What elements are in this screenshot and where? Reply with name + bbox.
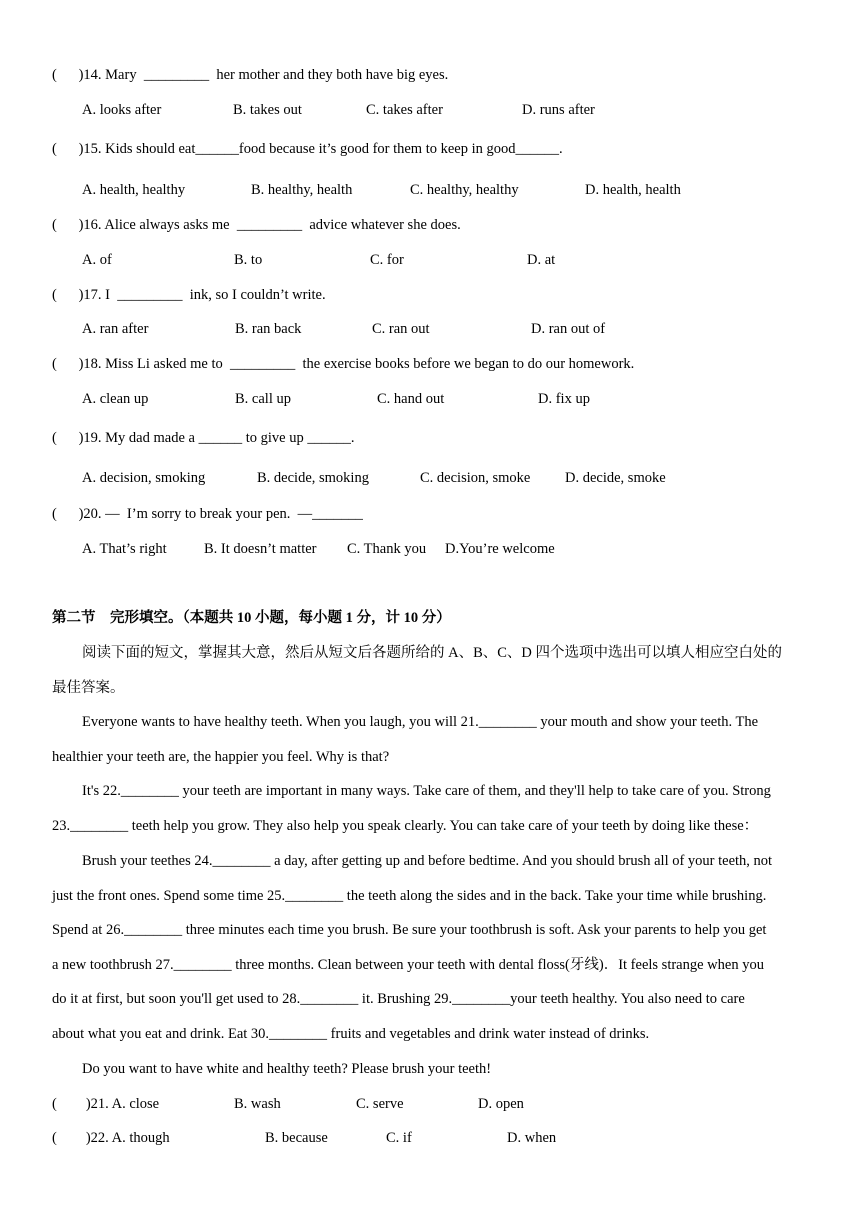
question-17-stem: ( )17. I _________ ink, so I couldn’t write. — [52, 287, 326, 303]
passage-line: Everyone wants to have healthy teeth. When you laugh, you will 21.________ your mouth and show your teeth. The — [82, 714, 758, 730]
cloze-21-stem: ( )21. A. close — [52, 1096, 160, 1112]
cloze-21-option-b: B. wash — [234, 1096, 281, 1112]
question-20-option-b: B. It doesn’t matter — [204, 541, 317, 557]
question-15-option-c: C. healthy, healthy — [410, 182, 519, 198]
passage-line: do it at first, but soon you'll get used to 28.________ it. Brushing 29.________your teeth healthy. You also need to care — [52, 991, 745, 1007]
question-17-option-c: C. ran out — [372, 321, 430, 337]
question-18-option-b: B. call up — [235, 391, 291, 407]
passage-line: about what you eat and drink. Eat 30.________ fruits and vegetables and drink water instead of drinks. — [52, 1026, 650, 1042]
question-15-option-d: D. health, health — [585, 182, 681, 198]
question-15-option-b: B. healthy, health — [251, 182, 353, 198]
passage-line: Do you want to have white and healthy teeth? Please brush your teeth! — [82, 1061, 492, 1077]
passage-line: healthier your teeth are, the happier you feel. Why is that? — [52, 749, 390, 765]
cloze-22-option-d: D. when — [507, 1130, 557, 1146]
question-18-stem: ( )18. Miss Li asked me to _________ the exercise books before we began to do our homework. — [52, 356, 635, 372]
question-14-option-d: D. runs after — [522, 102, 595, 118]
question-17-option-a: A. ran after — [82, 321, 149, 337]
question-19-stem: ( )19. My dad made a ______ to give up ______. — [52, 430, 355, 446]
question-15-option-a: A. health, healthy — [82, 182, 186, 198]
question-14-option-b: B. takes out — [233, 102, 302, 118]
question-16-option-a: A. of — [82, 252, 112, 268]
passage-line: It's 22.________ your teeth are important in many ways. Take care of them, and they'll help to take care of you. Strong — [82, 783, 771, 799]
question-14-stem: ( )14. Mary _________ her mother and they both have big eyes. — [52, 67, 449, 83]
question-16-option-d: D. at — [527, 252, 556, 268]
question-19-option-b: B. decide, smoking — [257, 470, 369, 486]
cloze-22-stem: ( )22. A. though — [52, 1130, 170, 1146]
question-20-option-c: C. Thank you — [347, 541, 427, 557]
cloze-22-option-c: C. if — [386, 1130, 412, 1146]
section-instruction-cont: 最佳答案。 — [52, 680, 125, 696]
question-20-stem: ( )20. — I’m sorry to break your pen. —_______ — [52, 506, 363, 522]
question-18-option-d: D. fix up — [538, 391, 590, 407]
cloze-21-option-c: C. serve — [356, 1096, 404, 1112]
question-18-option-a: A. clean up — [82, 391, 149, 407]
passage-line: Brush your teethes 24.________ a day, after getting up and before bedtime. And you should brush all of your teeth, not — [82, 853, 773, 869]
section-heading: 第二节 完形填空。（本题共 10 小题，每小题 1 分，计 10 分） — [52, 610, 451, 626]
question-20-option-d: D.You’re welcome — [445, 541, 555, 557]
question-14-option-c: C. takes after — [366, 102, 443, 118]
question-14-option-a: A. looks after — [82, 102, 162, 118]
passage-line: Spend at 26.________ three minutes each time you brush. Be sure your toothbrush is soft. Ask your parents to help you get — [52, 922, 767, 938]
question-16-option-c: C. for — [370, 252, 404, 268]
passage-line: 23.________ teeth help you grow. They also help you speak clearly. You can take care of your teeth by doing like these： — [52, 818, 759, 834]
passage-line: just the front ones. Spend some time 25.________ the teeth along the sides and in the back. Take your time while brushing. — [52, 888, 767, 904]
question-15-stem: ( )15. Kids should eat______food because it’s good for them to keep in good______. — [52, 141, 563, 157]
cloze-22-option-b: B. because — [265, 1130, 328, 1146]
question-17-option-d: D. ran out of — [531, 321, 606, 337]
cloze-21-option-d: D. open — [478, 1096, 524, 1112]
question-20-option-a: A. That’s right — [82, 541, 167, 557]
question-19-option-d: D. decide, smoke — [565, 470, 666, 486]
question-19-option-c: C. decision, smoke — [420, 470, 531, 486]
question-16-option-b: B. to — [234, 252, 263, 268]
question-18-option-c: C. hand out — [377, 391, 445, 407]
section-instruction: 阅读下面的短文，掌握其大意，然后从短文后各题所给的 A、B、C、D 四个选项中选出可以填人相应空白处的 — [82, 645, 783, 661]
question-16-stem: ( )16. Alice always asks me _________ advice whatever she does. — [52, 217, 461, 233]
question-19-option-a: A. decision, smoking — [82, 470, 206, 486]
question-17-option-b: B. ran back — [235, 321, 302, 337]
passage-line: a new toothbrush 27.________ three months. Clean between your teeth with dental floss(牙线)．It feels strange when you — [52, 957, 764, 973]
